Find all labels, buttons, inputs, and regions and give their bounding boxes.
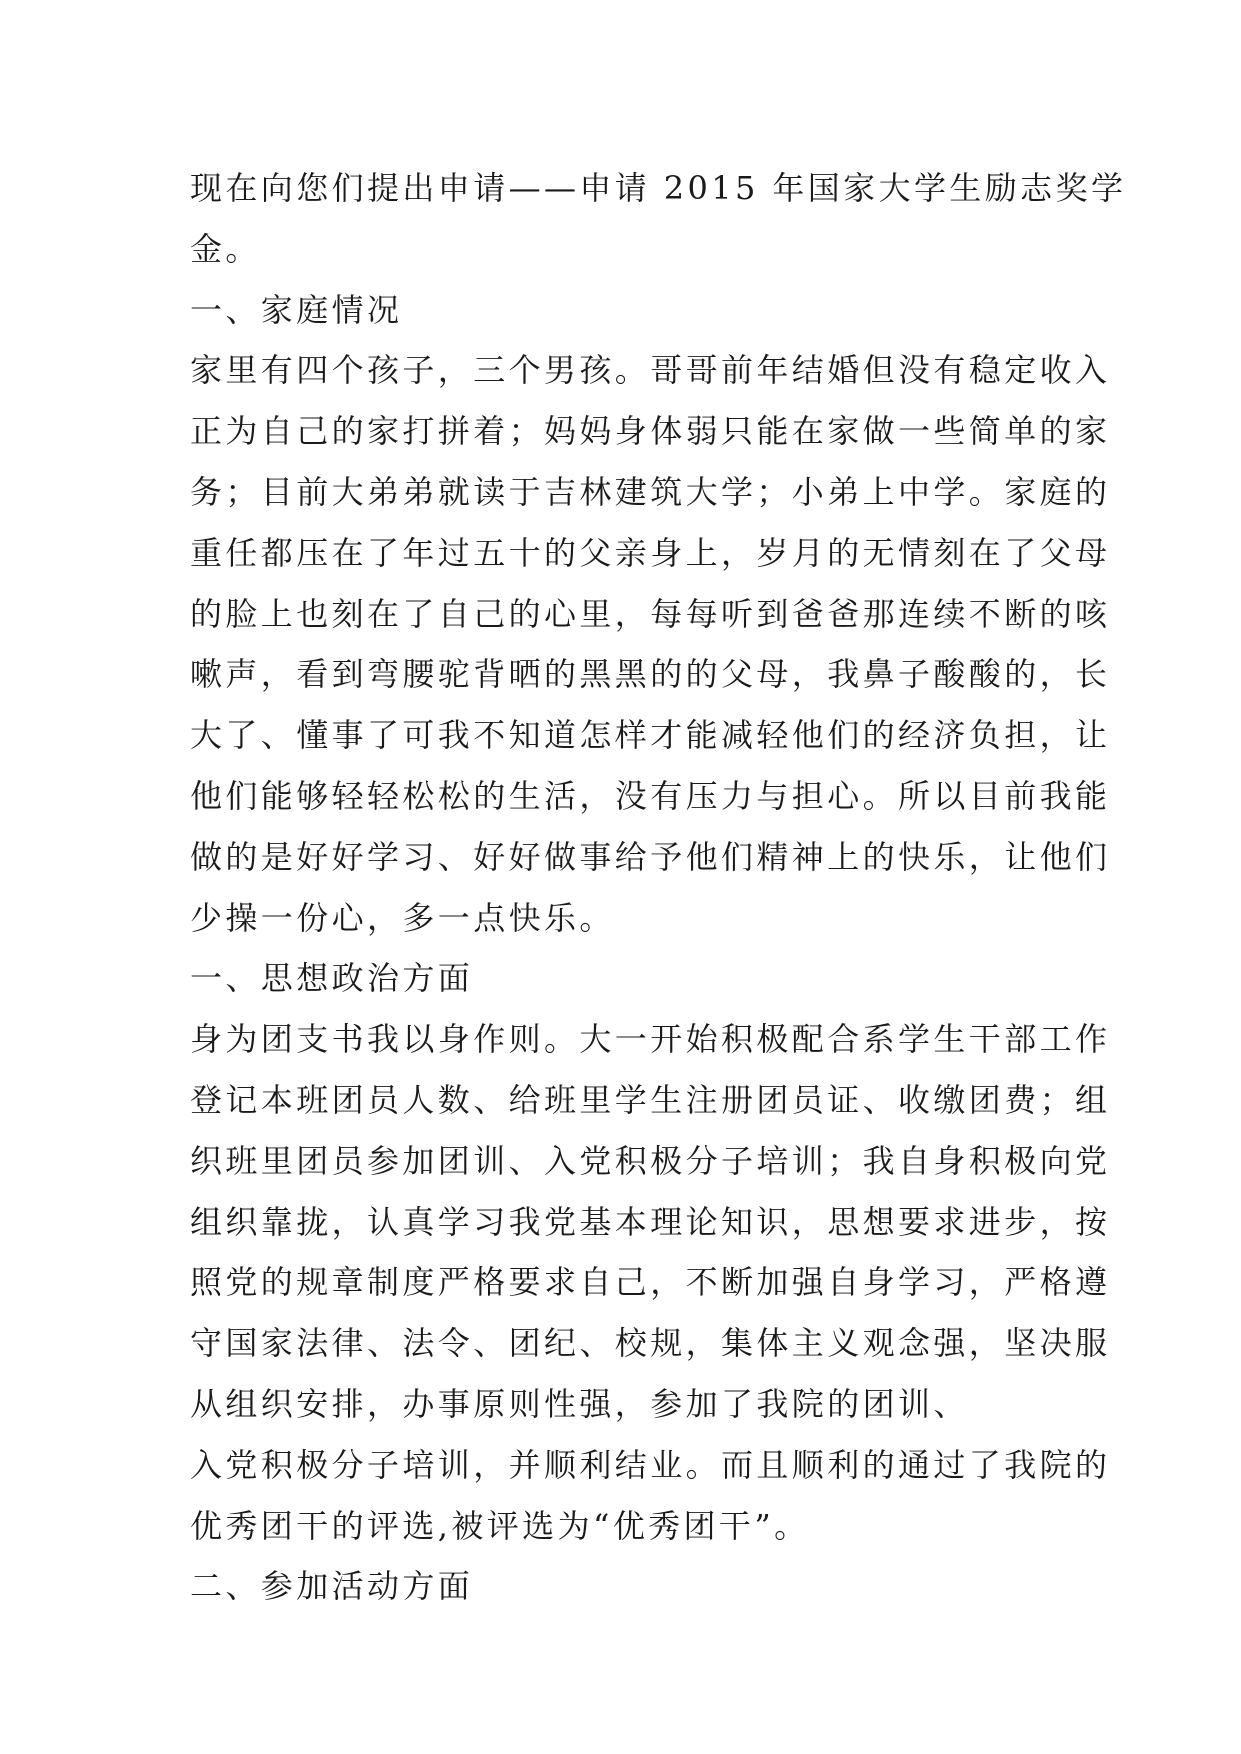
text-line: 务；目前大弟弟就读于吉林建筑大学；小弟上中学。家庭的 — [190, 472, 1111, 511]
text-line: 守国家法律、法令、团纪、校规，集体主义观念强，坚决服 — [190, 1324, 1111, 1363]
text-line: 嗽声，看到弯腰驼背晒的黑黑的的父母，我鼻子酸酸的，长 — [190, 655, 1111, 694]
text-line: 登记本班团员人数、给班里学生注册团员证、收缴团费；组 — [190, 1080, 1111, 1119]
text-line: 少操一份心，多一点快乐。 — [190, 898, 615, 937]
text-line: 正为自己的家打拼着；妈妈身体弱只能在家做一些简单的家 — [190, 412, 1111, 451]
text-line: 家里有四个孩子，三个男孩。哥哥前年结婚但没有稳定收入 — [190, 351, 1111, 390]
section-heading: 一、家庭情况 — [190, 290, 403, 329]
section-heading: 一、思想政治方面 — [190, 959, 474, 998]
text-line: 组织靠拢，认真学习我党基本理论知识，思想要求进步，按 — [190, 1202, 1111, 1241]
section-heading: 二、参加活动方面 — [190, 1567, 474, 1606]
text-line: 身为团支书我以身作则。大一开始积极配合系学生干部工作 — [190, 1020, 1111, 1059]
text-line: 织班里团员参加团训、入党积极分子培训；我自身积极向党 — [190, 1141, 1111, 1180]
text-line: 金。 — [190, 229, 261, 268]
text-line: 做的是好好学习、好好做事给予他们精神上的快乐，让他们 — [190, 837, 1111, 876]
text-line: 照党的规章制度严格要求自己，不断加强自身学习，严格遵 — [190, 1263, 1111, 1302]
text-line: 从组织安排，办事原则性强，参加了我院的团训、 — [190, 1384, 969, 1423]
text-line: 的脸上也刻在了自己的心里，每每听到爸爸那连续不断的咳 — [190, 594, 1111, 633]
document-body — [190, 158, 1127, 1617]
text-line: 大了、懂事了可我不知道怎样才能减轻他们的经济负担，让 — [190, 716, 1111, 755]
text-line: 重任都压在了年过五十的父亲身上，岁月的无情刻在了父母 — [190, 533, 1111, 572]
text-line: 现在向您们提出申请——申请 2015 年国家大学生励志奖学 — [190, 169, 1127, 207]
text-line: 优秀团干的评选,被评选为“优秀团干”。 — [190, 1506, 810, 1545]
text-line: 入党积极分子培训，并顺利结业。而且顺利的通过了我院的 — [190, 1445, 1111, 1484]
text-line: 他们能够轻轻松松的生活，没有压力与担心。所以目前我能 — [190, 776, 1111, 815]
